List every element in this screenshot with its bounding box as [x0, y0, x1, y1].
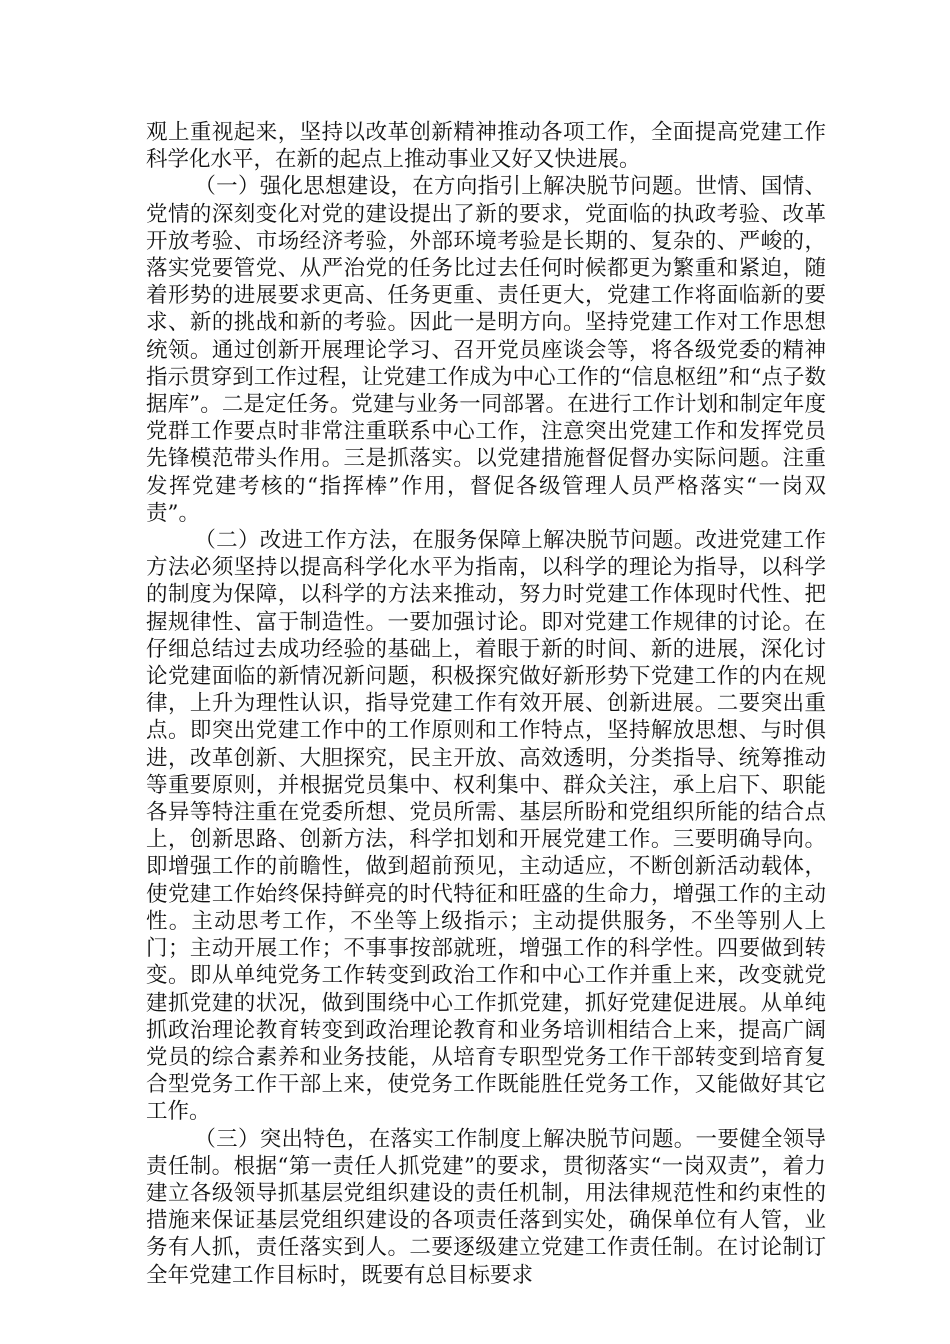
- paragraph-continuation: 观上重视起来，坚持以改革创新精神推动各项工作，全面提高党建工作科学化水平，在新的起点上推动事业又好又快进展。: [146, 120, 826, 173]
- paragraph-section-2: （二）改进工作方法，在服务保障上解决脱节问题。改进党建工作方法必须坚持以提高科学化水平为指南，以科学的理论为指导，以科学的制度为保障，以科学的方法来推动，努力时党建工作体现时代性、把握规律性、富于制造性。一要加强讨论。即对党建工作规律的讨论。在仔细总结过去成功经验的基础上，着眼于新的时间、新的进展，深化讨论党建面临的新情况新问题，积极探究做好新形势下党建工作的内在规律，上升为理性认识，指导党建工作有效开展、创新进展。二要突出重点。即突出党建工作中的工作原则和工作特点，坚持解放思想、与时俱进，改革创新、大胆探究，民主开放、高效透明，分类指导、统筹推动等重要原则，并根据党员集中、权利集中、群众关注，承上启下、职能各异等特注重在党委所想、党员所需、基层所盼和党组织所能的结合点上，创新思路、创新方法，科学扣划和开展党建工作。三要明确导向。即增强工作的前瞻性，做到超前预见，主动适应，不断创新活动载体，使党建工作始终保持鲜亮的时代特征和旺盛的生命力，增强工作的主动性。主动思考工作，不坐等上级指示；主动提供服务，不坐等别人上门；主动开展工作；不事事按部就班，增强工作的科学性。四要做到转变。即从单纯党务工作转变到政治工作和中心工作并重上来，改变就党建抓党建的状况，做到围绕中心工作抓党建，抓好党建促进展。从单纯抓政治理论教育转变到政治理论教育和业务培训相结合上来，提高广阔党员的综合素养和业务技能，从培育专职型党务工作干部转变到培育复合型党务工作干部上来，使党务工作既能胜任党务工作，又能做好其它工作。: [146, 528, 826, 1125]
- paragraph-section-1: （一）强化思想建设，在方向指引上解决脱节问题。世情、国情、党情的深刻变化对党的建设提出了新的要求，党面临的执政考验、改革开放考验、市场经济考验，外部环境考验是长期的、复杂的、严峻的，落实党要管党、从严治党的任务比过去任何时候都更为繁重和紧迫，随着形势的进展要求更高、任务更重、责任更大，党建工作将面临新的要求、新的挑战和新的考验。因此一是明方向。坚持党建工作对工作思想统领。通过创新开展理论学习、召开党员座谈会等，将各级党委的精神指示贯穿到工作过程，让党建工作成为中心工作的“信息枢纽”和“点子数据库”。二是定任务。党建与业务一同部署。在进行工作计划和制定年度党群工作要点时非常注重联系中心工作，注意突出党建工作和发挥党员先锋模范带头作用。三是抓落实。以党建措施督促督办实际问题。注重发挥党建考核的“指挥棒”作用，督促各级管理人员严格落实“一岗双责”。: [146, 174, 826, 526]
- paragraph-section-3: （三）突出特色，在落实工作制度上解决脱节问题。一要健全领导责任制。根据“第一责任人抓党建”的要求，贯彻落实“一岗双责”，着力建立各级领导抓基层党组织建设的责任机制，用法律规范性和约束性的措施来保证基层党组织建设的各项责任落到实处，确保单位有人管，业务有人抓，责任落实到人。二要逐级建立党建工作责任制。在讨论制订全年党建工作目标时，既要有总目标要求: [146, 1126, 826, 1288]
- document-body: [146, 119, 826, 1289]
